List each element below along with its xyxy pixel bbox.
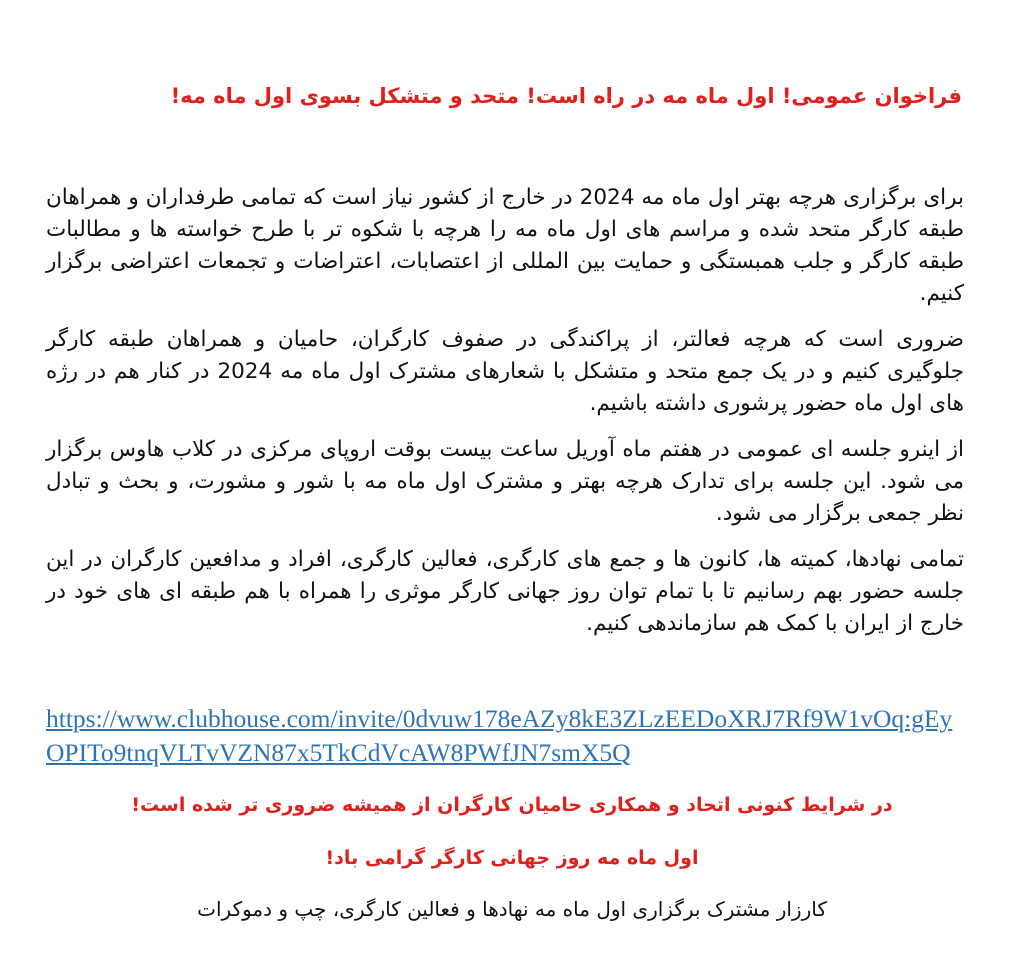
clubhouse-invite-link[interactable]: https://www.clubhouse.com/invite/0dvuw178eAZy8kE3ZLzEEDoXRJ7Rf9W1vOq:gEyOPITo9tnqVLTvVZN87x5TkCdVcAW8PWfJN7smX5Q [46, 704, 953, 767]
paragraph-1: برای برگزاری هرچه بهتر اول ماه مه 2024 در خارج از کشور نیاز است که تمامی طرفداران و همراهان طبقه کارگر متحد شده و مراسم های اول ماه مه را هرچه با شکوه تر با طرح خواسته ها و مطالبات طبقه کارگر و جلب همبستگی و حمایت بین المللی از اعتصابات، اعتراضات و تجمعات اعتراضی برگزار کنیم. [46, 185, 964, 306]
slogan-unity: در شرایط کنونی اتحاد و همکاری حامیان کارگران از همیشه ضروری تر شده است! [131, 794, 893, 816]
document-title: فراخوان عمومی! اول ماه مه در راه است! متحد و متشکل بسوی اول ماه مه! [170, 84, 962, 108]
slogan-may-day: اول ماه مه روز جهانی کارگر گرامی باد! [325, 847, 699, 869]
document-body [46, 182, 964, 654]
paragraph-3: از اینرو جلسه ای عمومی در هفتم ماه آوریل ساعت بیست بوقت اروپای مرکزی در کلاب هاوس برگزار می شود. این جلسه برای تدارک هرچه بهتر و مشترک اول ماه مه با شور و مشورت، و بحث و تبادل نظر جمعی برگزار می شود. [46, 437, 964, 526]
paragraph-4: تمامی نهادها، کمیته ها، کانون ها و جمع های کارگری، فعالین کارگری، افراد و مدافعین کارگران در این جلسه حضور بهم رسانیم تا با تمام توان روز جهانی کارگر موثری را همراه با هم طبقه ای های خود در خارج از ایران با کمک هم سازماندهی کنیم. [46, 547, 964, 636]
paragraph-2: ضروری است که هرچه فعالتر، از پراکندگی در صفوف کارگران، حامیان و همراهان طبقه کارگر جلوگیری کنیم و در یک جمع متحد و متشکل با شعارهای مشترک اول ماه مه 2024 در کنار هم در رژه های اول ماه حضور پرشوری داشته باشیم. [46, 327, 964, 416]
signature: کارزار مشترک برگزاری اول ماه مه نهادها و فعالین کارگری، چپ و دموکرات [197, 897, 827, 921]
